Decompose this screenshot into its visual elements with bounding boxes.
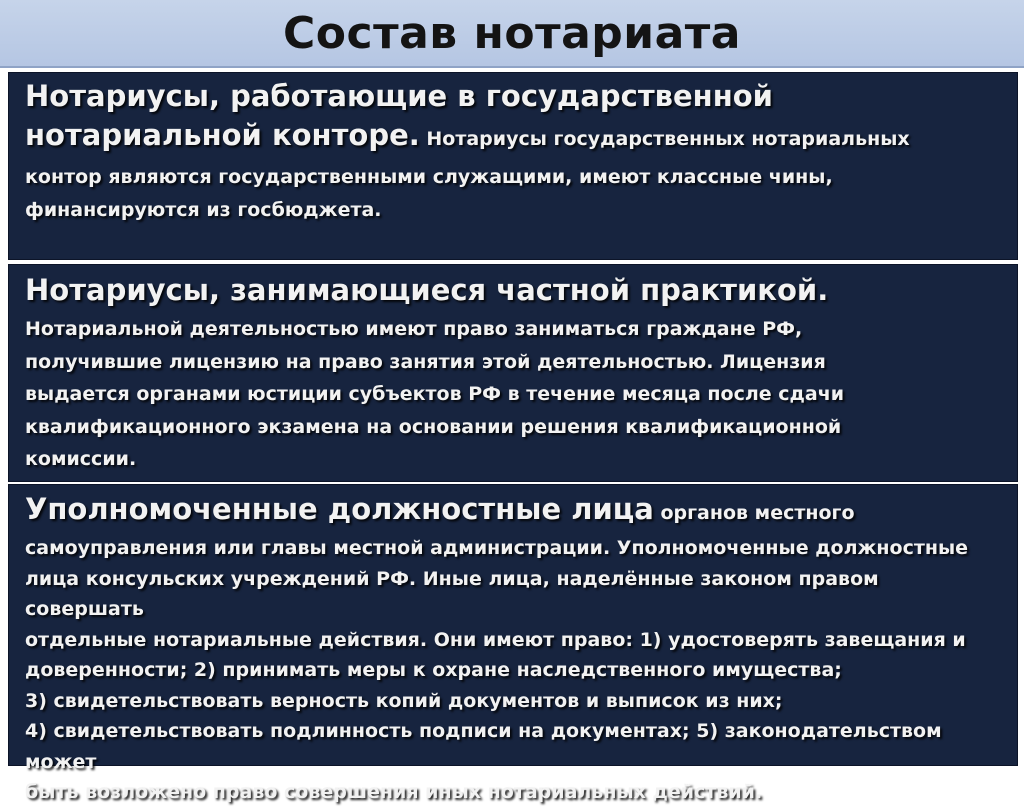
block-3-body: [25, 533, 1003, 808]
block-2-body-line: комиссии.: [25, 448, 137, 470]
block-state-notaries: [8, 72, 1018, 260]
block-3-body-line: отдельные нотариальные действия. Они имеют право: 1) удостоверять завещания и: [25, 628, 966, 651]
block-1-lead-line-2: [25, 116, 1003, 159]
slide-title: Состав нотариата: [283, 7, 741, 59]
block-3-lead: Уполномоченные должностные лица: [25, 492, 654, 526]
block-3-body-line: быть возложено право совершения иных нотариальных действий.: [25, 781, 763, 803]
block-2-body: [25, 313, 1003, 476]
block-3-body-line: самоуправления или главы местной администрации. Уполномоченные должностные: [25, 537, 969, 559]
block-1-body: [25, 161, 1003, 227]
block-3-body-line: 4) свидетельствовать подлинность подписи на документах; 5) законодательством может: [25, 720, 942, 773]
block-3-body-inline: органов местного: [653, 502, 855, 524]
block-1-lead-line-1: Нотариусы, работающие в государственной: [25, 79, 773, 113]
block-2-body-line: квалификационного экзамена на основании решения квалификационной: [25, 415, 842, 438]
block-3-lead-line: [25, 489, 1003, 533]
block-3-body-line: 3) свидетельствовать верность копий документов и выписок из них;: [25, 689, 783, 712]
title-bar: [0, 0, 1024, 68]
block-2-body-line: Нотариальной деятельностью имеют право заниматься граждане РФ,: [25, 318, 803, 340]
block-2-body-line: выдается органами юстиции субъектов РФ в течение месяца после сдачи: [25, 383, 845, 405]
block-2-body-line: получившие лицензию на право занятия этой деятельностью. Лицензия: [25, 350, 826, 373]
block-3-body-line: доверенности; 2) принимать меры к охране наследственного имущества;: [25, 659, 842, 681]
block-3-body-line: лица консульских учреждений РФ. Иные лица, наделённые законом правом совершать: [25, 567, 879, 620]
block-2-lead: Нотариусы, занимающиеся частной практикой.: [25, 273, 829, 307]
block-private-notaries: [8, 264, 1018, 482]
block-1-lead-line-2-text: нотариальной конторе.: [25, 118, 420, 152]
block-1-body-line: финансируются из госбюджета.: [25, 199, 382, 221]
block-1-body-inline: Нотариусы государственных нотариальных: [419, 128, 910, 150]
block-authorized-officials: [8, 484, 1018, 803]
block-1-body-line: контор являются государственными служащими, имеют классные чины,: [25, 166, 833, 188]
